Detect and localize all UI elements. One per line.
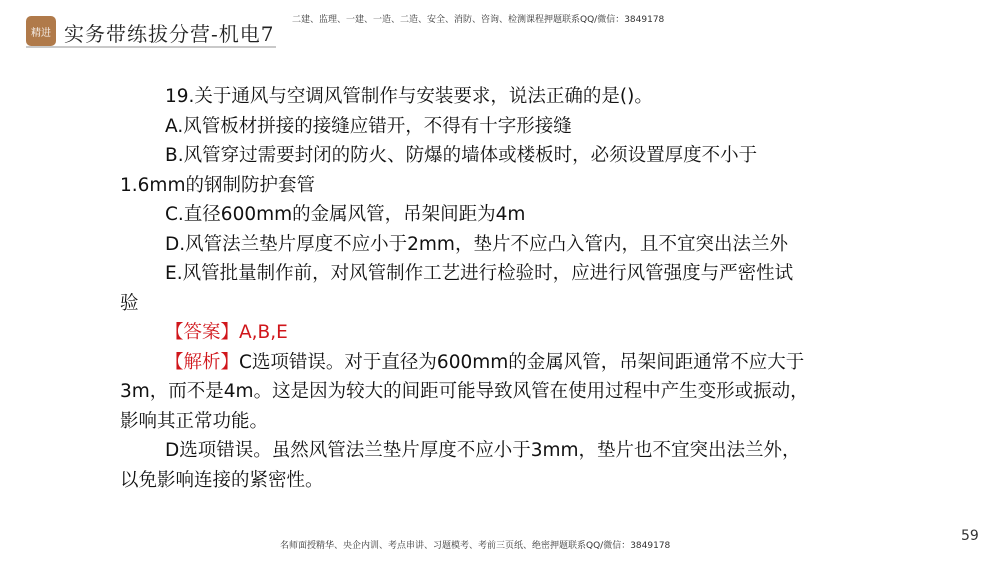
answer-line xyxy=(120,318,810,348)
question-stem: 19.关于通风与空调风管制作与安装要求，说法正确的是()。 xyxy=(165,86,653,107)
top-contact-note: 二建、监理、一建、一造、二造、安全、消防、咨询、检测课程押题联系QQ/微信：3849178 xyxy=(292,15,665,25)
option-d: D.风管法兰垫片厚度不应小于2mm，垫片不应凸入管内，且不宜突出法兰外 xyxy=(165,233,788,255)
answer-label: 【答案】 xyxy=(165,322,240,343)
question-body xyxy=(120,82,810,495)
analysis-paragraph xyxy=(120,348,810,437)
footer-contact-note: 名师面授精华、央企内训、考点串讲、习题模考、考前三页纸、绝密押题联系QQ/微信：3849178 xyxy=(280,541,671,551)
option-c: C.直径600mm的金属风管，吊架间距为4m xyxy=(165,204,526,225)
brand-title: 实务带练拔分营-机电7 xyxy=(64,22,275,46)
page-number: 59 xyxy=(961,528,979,544)
answer-value: A,B,E xyxy=(239,322,288,343)
option-b: B.风管穿过需要封闭的防火、防爆的墙体或楼板时，必须设置厚度不小于1.6mm的钢制防护套管 xyxy=(120,145,758,196)
logo xyxy=(26,16,56,46)
logo-text: 精进 xyxy=(31,27,51,39)
brand-underline xyxy=(26,46,276,48)
option-e: E.风管批量制作前，对风管制作工艺进行检验时，应进行风管强度与严密性试验 xyxy=(120,263,794,314)
analysis-paragraph-2: D选项错误。虽然风管法兰垫片厚度不应小于3mm，垫片也不宜突出法兰外，以免影响连接的紧密性。 xyxy=(120,440,801,491)
analysis-text: C选项错误。对于直径为600mm的金属风管，吊架间距通常不应大于3m，而不是4m。这是因为较大的间距可能导致风管在使用过程中产生变形或振动，影响其正常功能。 xyxy=(120,351,809,432)
option-a: A.风管板材拼接的接缝应错开，不得有十字形接缝 xyxy=(165,115,572,137)
analysis-label: 【解析】 xyxy=(165,351,240,373)
